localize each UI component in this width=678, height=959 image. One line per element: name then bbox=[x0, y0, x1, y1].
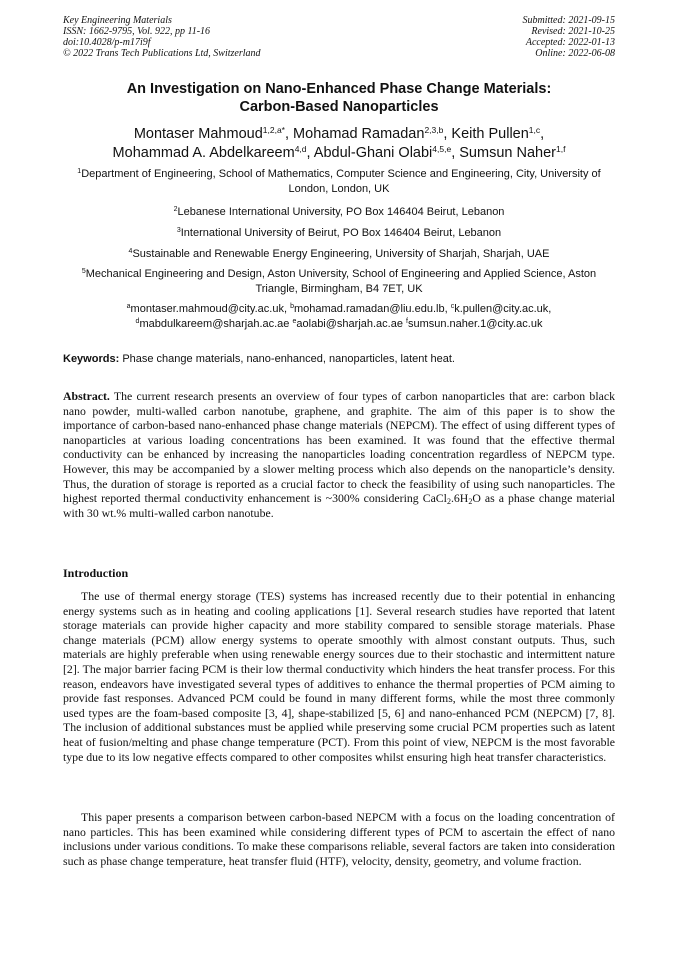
affiliation-sup: 1 bbox=[77, 168, 82, 175]
keywords bbox=[63, 352, 615, 366]
publication-dates bbox=[523, 15, 616, 59]
intro-paragraph-1: The use of thermal energy storage (TES) systems has increased recently due to their potential in enhancing energy systems such as in heating and cooling applications [1]. Several research studies have reported that latent storage materials can provide higher capacity and more stability compared to sensible storage materials. Phase change materials (PCM) allow energy systems to operate smoothly with almost constant outputs. Thus, such materials are highly preferable when using renewable energy sources due to their stochastic and intermittent nature [2]. The major barrier facing PCM is their low thermal conductivity which hinders the heat transfer process. For this reason, endeavors have investigated several types of additives to enhance the thermal properties of PCM aiming to provide fast responses. Advanced PCM could be found in many different forms, while the most three commonly used types are the foam-based composite [3, 4], shape-stabilized [5, 6] and nano-enhanced PCM (NEPCM) [7, 8]. The inclusion of additional substances must be applied while preserving some crucial PCM properties such as latent heat of fusion/melting and phase change temperature (PCT). From this point of view, NEPCM is the most favorable type due to its low negative effects compared to other composites whilst ensuring high heat transfer characteristics. bbox=[63, 589, 615, 764]
email-link[interactable]: sumsun.naher.1@city.ac.uk bbox=[407, 318, 543, 330]
email-sup: d bbox=[135, 318, 140, 325]
abstract bbox=[63, 389, 615, 520]
submitted-date: Submitted: 2021-09-15 bbox=[522, 15, 615, 26]
affiliation-text: International University of Beirut, PO Box 146404 Beirut, Lebanon bbox=[180, 227, 502, 239]
title-line-1: An Investigation on Nano-Enhanced Phase Change Materials: bbox=[126, 81, 552, 97]
abstract-subscript: 2 bbox=[468, 497, 473, 507]
author-separator: , bbox=[540, 126, 545, 142]
journal-header bbox=[63, 15, 261, 59]
email-link[interactable]: aolabi@sharjah.ac.ae bbox=[296, 318, 407, 330]
abstract-text: O as a phase change material with 30 wt.% multi-walled carbon nanotube. bbox=[63, 491, 615, 520]
paper-title bbox=[60, 80, 618, 116]
email-link[interactable]: mohamad.ramadan@liu.edu.lb, bbox=[293, 303, 451, 315]
title-line-2: Carbon-Based Nanoparticles bbox=[239, 99, 439, 115]
email-link[interactable]: mabdulkareem@sharjah.ac.ae bbox=[139, 318, 293, 330]
author-line-1 bbox=[60, 125, 618, 144]
affiliation-1 bbox=[70, 167, 608, 197]
author-affil-sup: 1,c bbox=[528, 125, 541, 135]
issn: ISSN: 1662-9795, Vol. 922, pp 11-16 bbox=[63, 26, 211, 37]
author-name: Mohammad A. Abdelkareem bbox=[112, 145, 295, 161]
keywords-label: Keywords: bbox=[63, 353, 120, 365]
revised-date: Revised: 2021-10-25 bbox=[531, 26, 615, 37]
author-name: Keith Pullen bbox=[451, 126, 529, 142]
email-line-1 bbox=[70, 302, 608, 317]
email-link[interactable]: k.pullen@city.ac.uk, bbox=[454, 303, 552, 315]
author-name: Mohamad Ramadan bbox=[293, 126, 425, 142]
section-heading-introduction: Introduction bbox=[63, 566, 129, 580]
affiliation-sup: 4 bbox=[128, 248, 133, 255]
intro-paragraph-2: This paper presents a comparison between carbon-based NEPCM with a focus on the loading concentration of nano particles. This has been examined while considering different types of PCM to ascertain the effect of nano inclusions under various conditions. To make these comparisons reliable, several factors are taken into consideration such as phase change temperature, heat transfer fluid (HTF), velocity, density, geometry, and volume fraction. bbox=[63, 810, 615, 868]
author-separator: , bbox=[284, 126, 294, 142]
email-line-2 bbox=[70, 317, 608, 332]
author-emails bbox=[70, 302, 608, 332]
author-line-2 bbox=[60, 144, 618, 163]
affiliation-4 bbox=[70, 247, 608, 262]
affiliation-sup: 5 bbox=[81, 268, 86, 275]
author-affil-sup: 1,f bbox=[555, 144, 566, 154]
author-affil-sup: 4,5,e bbox=[432, 144, 452, 154]
online-date: Online: 2022-06-08 bbox=[535, 48, 615, 59]
abstract-label: Abstract. bbox=[63, 389, 110, 403]
copyright: © 2022 Trans Tech Publications Ltd, Switzerland bbox=[63, 48, 261, 59]
journal-name: Key Engineering Materials bbox=[63, 15, 172, 26]
email-sup: f bbox=[406, 318, 408, 325]
affiliation-3 bbox=[70, 226, 608, 241]
author-affil-sup: 2,3,b bbox=[424, 125, 444, 135]
abstract-subscript: 2 bbox=[446, 497, 451, 507]
author-name: Abdul-Ghani Olabi bbox=[313, 145, 433, 161]
email-link[interactable]: montaser.mahmoud@city.ac.uk, bbox=[130, 303, 291, 315]
email-sup: e bbox=[292, 318, 297, 325]
author-affil-sup: 4,d bbox=[294, 144, 307, 154]
affiliation-5 bbox=[70, 267, 608, 297]
affiliation-text: Mechanical Engineering and Design, Aston University, School of Engineering and Applied Science, Aston Triangle, Birmingham, B4 7ET, UK bbox=[85, 268, 597, 295]
affiliation-text: Department of Engineering, School of Mathematics, Computer Science and Engineering, City, University of London, London, UK bbox=[81, 168, 601, 195]
abstract-text: .6H bbox=[450, 491, 469, 506]
author-affil-sup: 1,2,a* bbox=[262, 125, 285, 135]
accepted-date: Accepted: 2022-01-13 bbox=[525, 37, 615, 48]
email-sup: a bbox=[126, 303, 131, 310]
author-separator: , bbox=[451, 145, 460, 161]
author-separator: , bbox=[306, 145, 314, 161]
author-separator: , bbox=[443, 126, 452, 142]
affiliation-sup: 2 bbox=[173, 206, 178, 213]
email-sup: b bbox=[290, 303, 294, 310]
email-sup: c bbox=[450, 303, 455, 310]
keywords-text: Phase change materials, nano-enhanced, nanoparticles, latent heat. bbox=[122, 353, 455, 365]
author-list bbox=[60, 125, 618, 163]
affiliation-2 bbox=[70, 205, 608, 220]
affiliation-text: Sustainable and Renewable Energy Engineering, University of Sharjah, Sharjah, UAE bbox=[132, 248, 550, 260]
doi[interactable]: doi:10.4028/p-m17i9f bbox=[63, 37, 151, 48]
author-name: Montaser Mahmoud bbox=[133, 126, 263, 142]
author-name: Sumsun Naher bbox=[459, 145, 556, 161]
abstract-text: The current research presents an overview of four types of carbon nanoparticles that are: carbon black nano powder, multi-walled carbon nanotube, graphene, and graphite. The aim of this paper is to show the importance of carbon-based nano-enhanced phase change materials (NEPCM). The effect of using different types of nanoparticles at various loading concentrations has been examined. It was found that the effective thermal conductivity can be enhanced by increasing the nanoparticles loading concentration regardless of NEPCM type. However, this may be accompanied by a slower melting process which also depends on the nanoparticle’s density. Thus, the duration of storage is reported as a crucial factor to check the feasibility of using such nanoparticles. The highest reported thermal conductivity enhancement is ~300% considering CaCl bbox=[63, 389, 615, 506]
affiliation-sup: 3 bbox=[176, 227, 181, 234]
affiliation-text: Lebanese International University, PO Box 146404 Beirut, Lebanon bbox=[177, 206, 505, 218]
